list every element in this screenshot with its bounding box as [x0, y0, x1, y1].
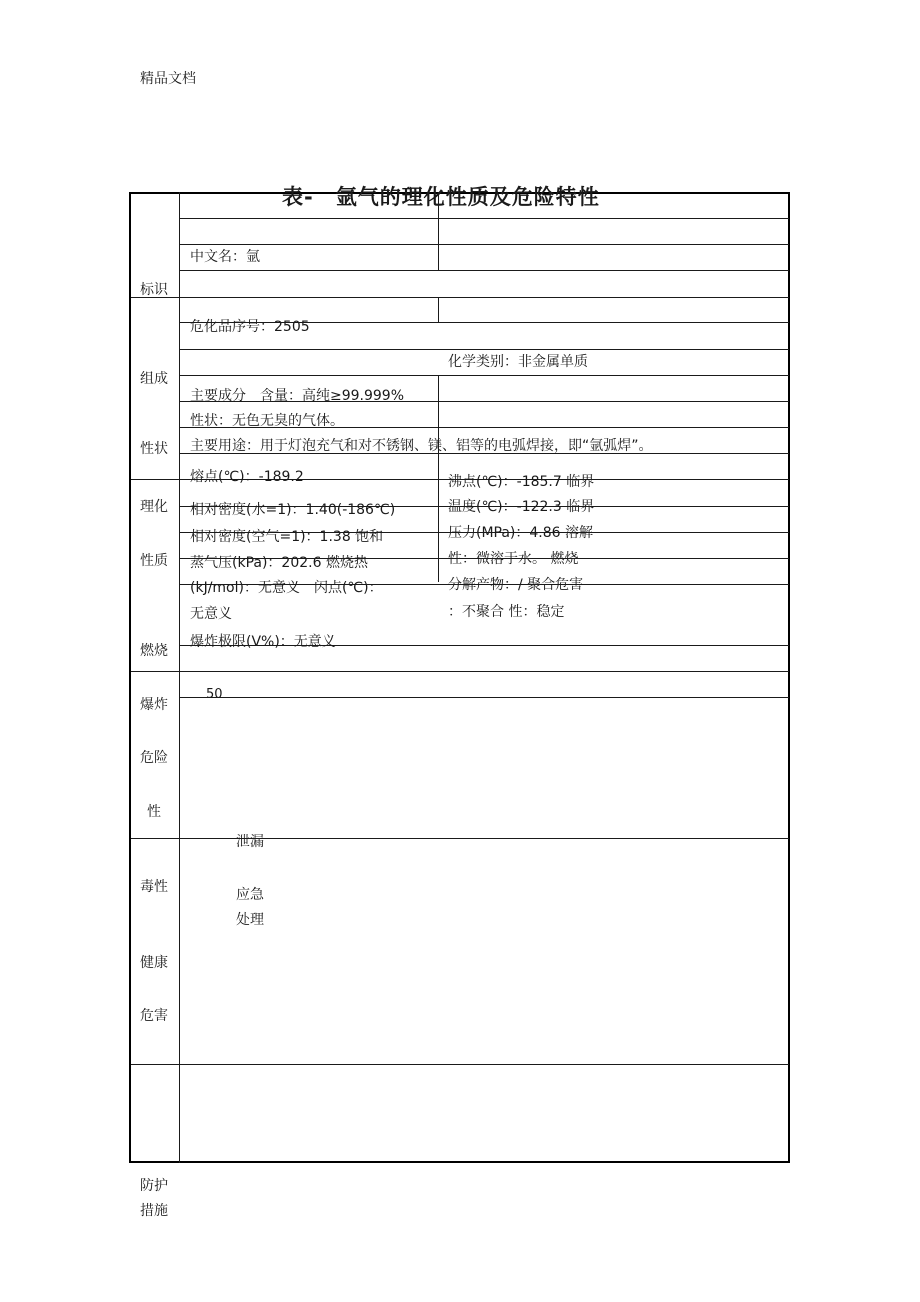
section-label-composition: 组成 [140, 371, 168, 387]
row-line [179, 244, 789, 245]
number-50: 50 [206, 687, 223, 702]
table-border-left [129, 192, 131, 1163]
section-label-combustion-4: 性 [147, 804, 161, 820]
section-label-physchem-2: 性质 [140, 553, 168, 569]
mid-divider-2 [438, 297, 439, 322]
section-label-toxicity-2: 健康 [140, 955, 168, 971]
section-label-combustion-3: 危险 [140, 750, 168, 766]
decomposition-products: 分解产物：/ 聚合危害 [448, 577, 584, 593]
section-line [131, 838, 789, 839]
main-component: 主要成分 含量：高纯≥99.999% [190, 388, 405, 404]
chinese-name: 中文名：氩 [190, 249, 260, 265]
header-label: 精品文档 [140, 71, 196, 87]
flash-point-value: 无意义 [190, 606, 232, 622]
stability: ：不聚合 性：稳定 [448, 604, 565, 620]
critical-pressure: 压力(MPa)：4.86 溶解 [448, 525, 594, 541]
leak-label-1: 泄漏 [236, 834, 264, 850]
section-label-protection-2: 措施 [140, 1203, 168, 1219]
section-label-identification: 标识 [140, 282, 168, 298]
table-title: 表- 氩气的理化性质及危险特性 [282, 185, 600, 209]
appearance: 性状：无色无臭的气体。 [190, 413, 344, 429]
section-line [131, 1064, 789, 1065]
leak-label-2: 应急 [236, 887, 264, 903]
row-line [179, 349, 789, 350]
row-line [179, 218, 789, 219]
density-air: 相对密度(空气=1)：1.38 饱和 [190, 529, 384, 545]
row-line [179, 270, 789, 271]
heat-of-combustion: (kJ/mol)：无意义 闪点(℃)： [190, 580, 383, 596]
table-border-right [788, 192, 790, 1163]
vapor-pressure: 蒸气压(kPa)：202.6 燃烧热 [190, 555, 368, 571]
row-line [179, 697, 789, 698]
section-line [131, 297, 789, 298]
section-label-appearance: 性状 [140, 441, 168, 457]
chemical-class: 化学类别：非金属单质 [448, 354, 588, 370]
section-label-toxicity-3: 危害 [140, 1008, 168, 1024]
solubility: 性：微溶于水。 燃烧 [448, 551, 579, 567]
section-label-protection-1: 防护 [140, 1178, 168, 1194]
hazard-number: 危化品序号：2505 [190, 319, 310, 335]
section-label-combustion-2: 爆炸 [140, 697, 168, 713]
leak-label-3: 处理 [236, 912, 264, 928]
section-label-combustion-1: 燃烧 [140, 643, 168, 659]
explosion-limit: 爆炸极限(V%)：无意义 [190, 634, 336, 650]
density-water: 相对密度(水=1)：1.40(-186℃) [190, 502, 396, 518]
melting-point: 熔点(℃)：-189.2 [190, 469, 304, 485]
label-column-divider [179, 192, 180, 1163]
section-label-physchem-1: 理化 [140, 499, 168, 515]
section-line [131, 671, 789, 672]
critical-temperature: 温度(℃)：-122.3 临界 [448, 499, 595, 515]
main-use: 主要用途：用于灯泡充气和对不锈钢、镁、铝等的电弧焊接，即“氩弧焊”。 [190, 438, 653, 454]
table-border-bottom [129, 1161, 790, 1163]
boiling-point: 沸点(℃)：-185.7 临界 [448, 474, 595, 490]
row-line [179, 375, 789, 376]
section-label-toxicity-1: 毒性 [140, 879, 168, 895]
